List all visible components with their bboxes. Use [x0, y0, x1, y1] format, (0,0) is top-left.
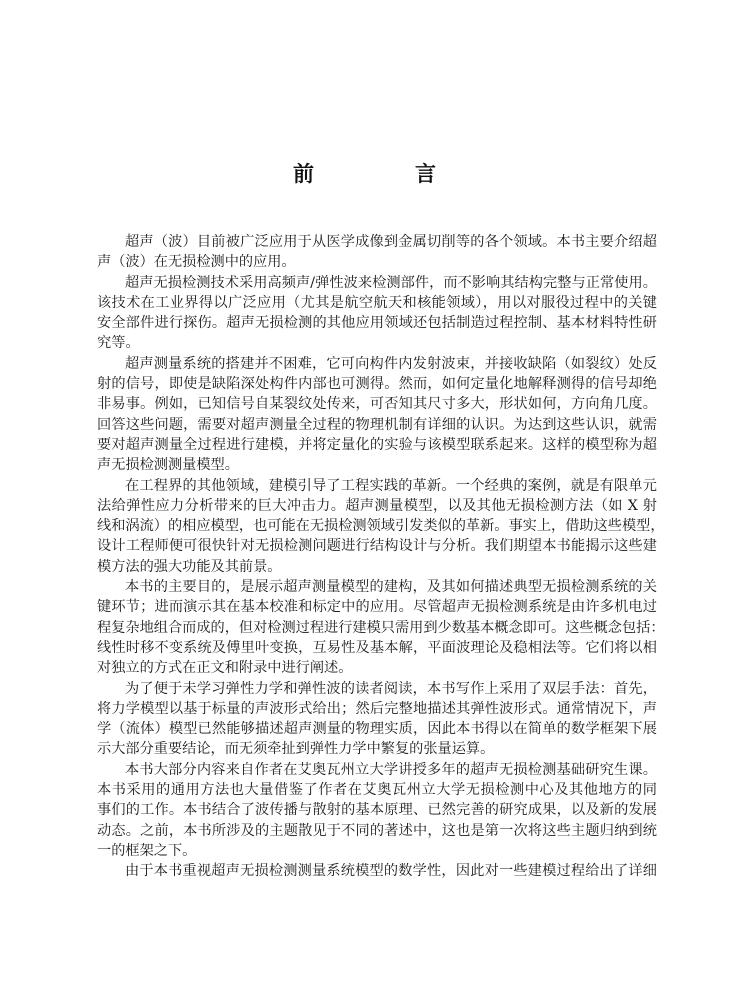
paragraph-line: 超声（波）目前被广泛应用于从医学成像到金属切削等的各个领域。本书主要介绍超	[125, 234, 657, 250]
paragraph-line: 要对超声测量全过程进行建模，并将定量化的实验与该模型联系起来。这样的模型称为超	[97, 436, 657, 453]
paragraph-line: 声（波）在无损检测中的应用。	[97, 254, 296, 271]
paragraph-line: 一的框架之下。	[97, 842, 197, 859]
paragraph-line: 本书采用的通用方法也大量借鉴了作者在艾奥瓦州立大学无损检测中心及其他地方的同	[97, 782, 657, 799]
paragraph-line: 由于本书重视超声无损检测测量系统模型的数学性，因此对一些建模过程给出了详细	[125, 863, 657, 880]
paragraph	[97, 476, 665, 577]
paragraph-line: 学（流体）模型已然能够描述超声测量的物理实质，因此本书得以在简单的数学框架下展	[97, 721, 657, 738]
paragraph-line: 程复杂地组合而成的，但对检测过程进行建模只需用到少数基本概念即可。这些概念包括：	[97, 619, 665, 636]
paragraph-line: 本书的主要目的，是展示超声测量模型的建构，及其如何描述典型无损检测系统的关	[125, 579, 657, 596]
paragraph	[97, 232, 657, 273]
paragraph	[97, 861, 657, 881]
paragraph-line: 该技术在工业界得以广泛应用（尤其是航空航天和核能领域），用以对服役过程中的关键	[97, 294, 657, 311]
paragraph-line: 键环节；进而演示其在基本校准和标定中的应用。尽管超声无损检测系统是由许多机电过	[97, 599, 657, 616]
paragraph-line: 究等。	[97, 335, 140, 352]
paragraph-line: 模方法的强大功能及其前景。	[97, 558, 282, 575]
paragraph-line: 示大部分重要结论，而无须牵扯到弹性力学中繁复的张量运算。	[97, 741, 495, 758]
paragraph-line: 回答这些问题，需要对超声测量全过程的物理机制有详细的认识。为达到这些认识，就需	[97, 416, 657, 433]
paragraph	[97, 760, 657, 861]
paragraph	[97, 273, 657, 354]
paragraph	[97, 354, 657, 476]
paragraph-line: 事们的工作。本书结合了波传播与散射的基本原理、已然完善的研究成果，以及新的发展	[97, 802, 657, 819]
paragraph-line: 为了便于未学习弹性力学和弹性波的读者阅读，本书写作上采用了双层手法：首先，	[125, 680, 657, 697]
paragraph-line: 超声测量系统的搭建并不困难，它可向构件内发射波束，并接收缺陷（如裂纹）处反	[125, 355, 657, 372]
preface-body	[97, 232, 665, 882]
paragraph-line: 将力学模型以基于标量的声波形式给出；然后完整地描述其弹性波形式。通常情况下，声	[97, 700, 657, 717]
paragraph-line: 动态。之前，本书所涉及的主题散见于不同的著述中，这也是第一次将这些主题归纳到统	[97, 822, 657, 839]
paragraph-line: 射的信号，即使是缺陷深处构件内部也可测得。然而，如何定量化地解释测得的信号却绝	[97, 376, 657, 393]
paragraph-line: 设计工程师便可很快针对无损检测问题进行结构设计与分析。我们期望本书能揭示这些建	[97, 538, 657, 555]
paragraph-line: 线性时移不变系统及傅里叶变换，互易性及基本解，平面波理论及稳相法等。它们将以相	[97, 639, 657, 656]
paragraph-line: 超声无损检测技术采用高频声/弹性波来检测部件，而不影响其结构完整与正常使用。	[125, 274, 657, 291]
paragraph-line: 非易事。例如，已知信号自某裂纹处传来，可否知其尺寸多大，形状如何，方向角几度。	[97, 396, 657, 413]
paragraph-line: 安全部件进行探伤。超声无损检测的其他应用领域还包括制造过程控制、基本材料特性研	[97, 315, 657, 332]
paragraph	[97, 679, 657, 760]
paragraph-line: 在工程界的其他领域，建模引导了工程实践的革新。一个经典的案例，就是有限单元	[125, 477, 657, 494]
paragraph-line: 本书大部分内容来自作者在艾奥瓦州立大学讲授多年的超声无损检测基础研究生课。	[125, 761, 657, 778]
paragraph-line: 声无损检测测量模型。	[97, 457, 239, 474]
paragraph-line: 法给弹性应力分析带来的巨大冲击力。超声测量模型，以及其他无损检测方法（如 X 射	[97, 497, 657, 514]
page-title: 前 言	[293, 161, 476, 186]
paragraph	[97, 577, 665, 678]
paragraph-line: 对独立的方式在正文和附录中进行阐述。	[97, 660, 353, 677]
paragraph-line: 线和涡流）的相应模型，也可能在无损检测领域引发类似的革新。事实上，借助这些模型，	[97, 518, 665, 535]
